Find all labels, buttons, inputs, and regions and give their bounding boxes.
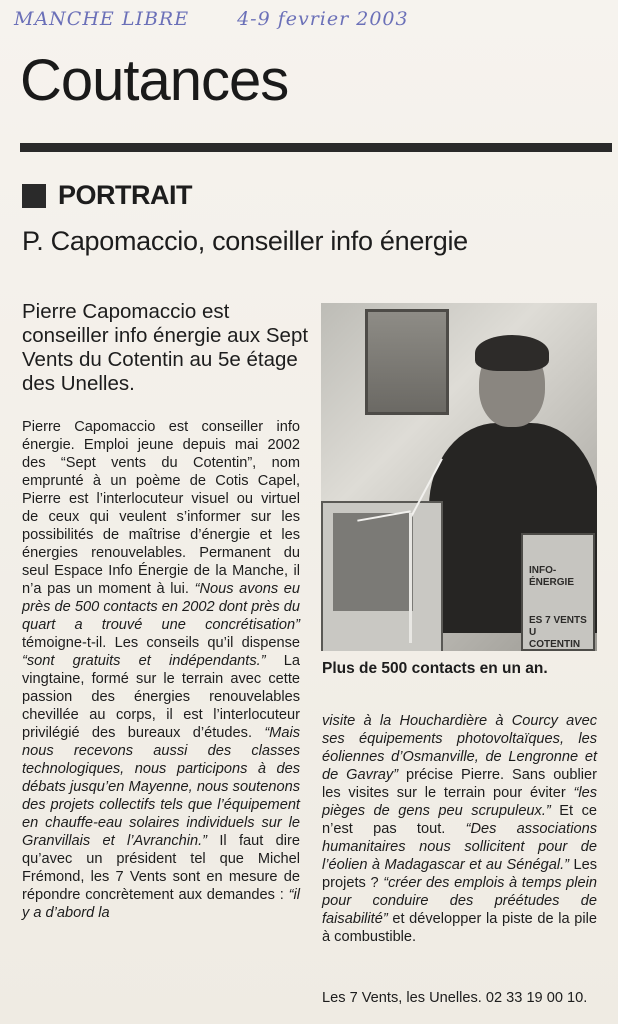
rubric-square-icon [22,184,46,208]
body-run: Les projets ? [322,857,597,891]
quote-run: “créer des emplois à temps plein pour conduire des préétudes de faisabilité” [322,875,598,927]
headline: P. Capomaccio, conseiller info énergie [22,226,468,256]
body-run: précise Pierre. Sans oublier les visites sur le terrain pour éviter [322,767,598,801]
person-hair [475,335,549,371]
contact-footer: Les 7 Vents, les Unelles. 02 33 19 00 10. [322,990,588,1006]
body-column-1 [22,418,300,922]
body-paragraph [22,418,300,922]
info-energie-sign [521,533,595,651]
laptop [321,501,443,651]
lead-paragraph: Pierre Capomaccio est conseiller info énergie aux Sept Vents du Cotentin au 5e étage des Unelles. [22,300,309,395]
body-column-2 [322,712,597,946]
body-run: et développer la piste de la pile à combustible. [322,911,597,945]
rubric-label: PORTRAIT [58,180,192,210]
body-run: témoigne-t-il. Les conseils qu’il dispense [22,635,300,651]
quote-run: “Mais nous recevons aussi des classes technologiques, nous participons à des débats jusqu’en Mayenne, nous soutenons des projets collectifs tels que l’équipement en chauffe-eau solaires individuels sur le Granvillais et l’Avranchin.” [22,725,300,849]
quote-run: “sont gratuits et indépendants.” [22,653,266,669]
section-rule [20,143,612,152]
quote-run: “il y a d’abord la [22,887,300,921]
handwritten-annotation [14,8,409,30]
wind-turbine-model-icon [409,513,412,643]
handwritten-publication: MANCHE LIBRE [14,8,190,30]
sign-line: ES 7 VENTS [529,615,587,626]
wall-poster [365,309,449,415]
photo-caption: Plus de 500 contacts en un an. [322,660,548,677]
body-run: Il faut dire qu’avec un président tel que Michel Frémond, les 7 Vents sont en mesure de répondre concrètement aux demandes : [22,833,301,903]
quote-run: “les pièges de gens peu scrupuleux.” [322,785,597,819]
portrait-photo [321,303,597,651]
handwritten-date: 4-9 fevrier 2003 [237,8,409,30]
sign-line: U COTENTIN [529,627,581,650]
quote-run: visite à la Houchardière à Courcy avec ses équipements photovoltaïques, les éoliennes d’Osmanville, de Lengronne et de Gavray” [322,713,597,783]
laptop-screen [333,513,413,611]
body-run: Et ce n’est pas tout. [322,803,597,837]
body-run: Pierre Capomaccio est conseiller info énergie. Emploi jeune depuis mai 2002 des “Sept vents du Cotentin”, nom emprunté à un poème de Cotis Capel, Pierre est l’interlocuteur visuel ou virtuel de ceux qui veulent s’informer sur les possibilités de maîtrise d’énergie et les énergies renouvelables. Permanent du seul Espace Info Énergie de la Manche, il n’a pas un moment à lui. [22,419,300,597]
body-run: La vingtaine, formé sur le terrain avec cette passion des énergies renouvelables chevillée au corps, il est l’interlocuteur privilégié des bureaux d’études. [22,653,300,741]
quote-run: “Des associations humanitaires nous sollicitent pour de l’éolien à Madagascar et au Sénégal.” [322,821,597,873]
rubric [22,180,192,211]
body-paragraph [322,712,597,946]
section-title: Coutances [20,48,289,113]
sign-line: INFO-ÉNERGIE [529,565,575,588]
quote-run: “Nous avons eu près de 500 contacts en 2002 dont près du quart a trouvé une concrétisation” [22,581,300,633]
